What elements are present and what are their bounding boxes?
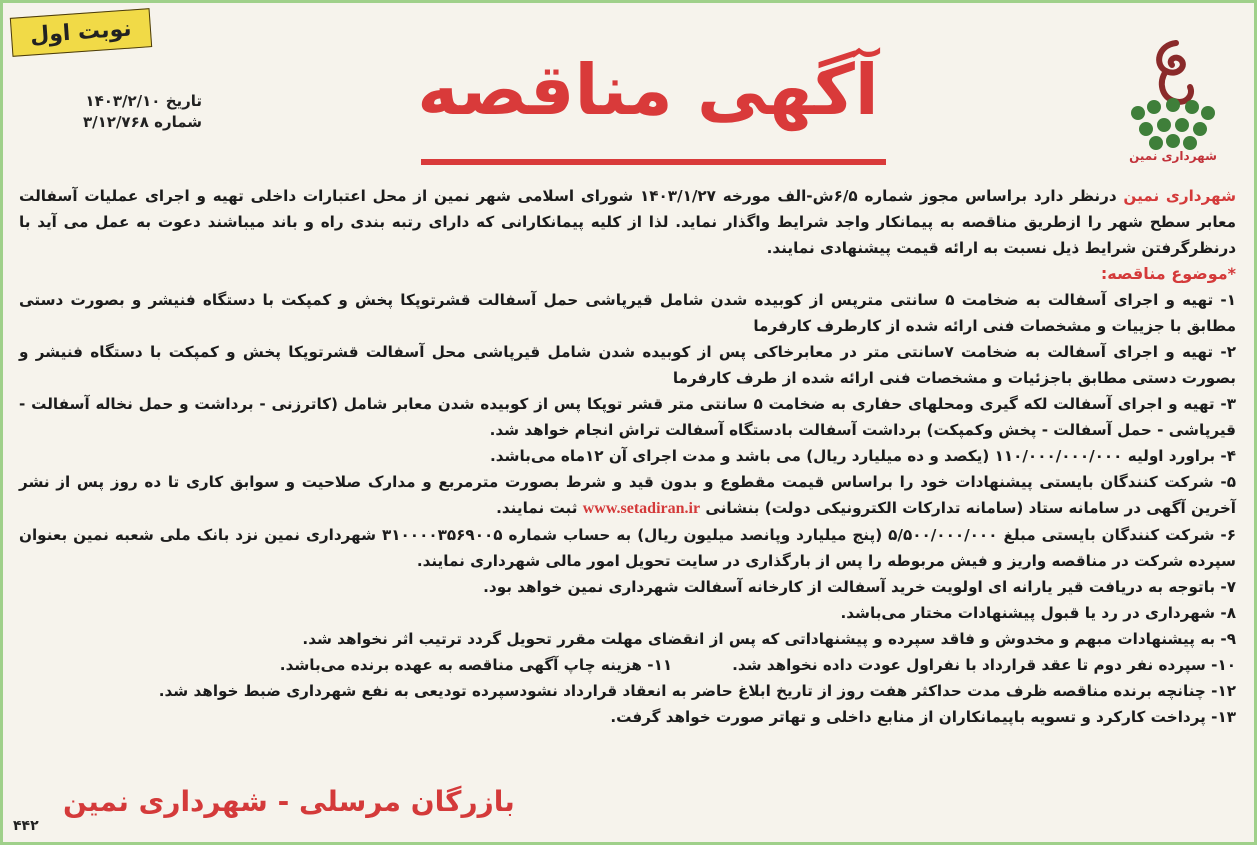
intro-text: درنظر دارد براساس مجوز شماره ۶/۵ش-الف مورخه ۱۴۰۳/۱/۲۷ شورای اسلامی شهر نمین از محل اعتبارات داخلی تهیه و اجرای عملیات آسفالت معابر سطح شهر را ازطریق مناقصه به پیمانکار واجد شرایط واگذار نماید. لذا از کلیه پیمانکارانی که دارای رتبه بندی راه و باند میباشند دعوت به عمل می آید با درنظرگرفتن شرایط ذیل نسبت به ارائه قیمت پیشنهادی نمایند. bbox=[19, 187, 1236, 257]
clause-10: ۱۰- سپرده نفر دوم تا عقد قرارداد با نفراول عودت داده نخواهد شد. bbox=[732, 656, 1236, 674]
clause-5-tail: ثبت نمایند. bbox=[496, 499, 583, 517]
notice-title: آگهی مناقصه bbox=[417, 49, 879, 131]
organization-name: شهرداری نمین bbox=[1123, 187, 1236, 205]
page-number: ۴۴۲ bbox=[13, 818, 39, 834]
clause-1: ۱- تهیه و اجرای آسفالت به ضخامت ۵ سانتی مترپس از کوبیده شدن شامل قیرپاشی حمل آسفالت قشرتوپکا پخش و کمپکت با دستگاه فنیشر و بصورت دستی مطابق با جزییات و مشخصات فنی ارائه شده از کارطرف کارفرما bbox=[19, 291, 1236, 335]
notice-body bbox=[19, 183, 1236, 730]
signature: بازرگان مرسلی - شهرداری نمین bbox=[63, 785, 515, 818]
clause-8: ۸- شهرداری در رد یا قبول پیشنهادات مختار می‌باشد. bbox=[840, 604, 1236, 622]
clause-9: ۹- به پیشنهادات مبهم و مخدوش و فاقد سپرده و پیشنهاداتی که پس از انقضای مهلت مقرر تحویل گردد ترتیب اثر نخواهد شد. bbox=[302, 630, 1236, 648]
title-underline bbox=[421, 159, 886, 165]
logo-caption: شهرداری نمین bbox=[1129, 149, 1217, 163]
date-line: تاریخ ۱۴۰۳/۲/۱۰ bbox=[85, 92, 203, 110]
number-line: شماره ۳/۱۲/۷۶۸ bbox=[83, 113, 203, 131]
subject-heading: *موضوع مناقصه: bbox=[1100, 264, 1236, 283]
first-publication-badge: نوبت اول bbox=[10, 8, 152, 57]
clause-7: ۷- باتوجه به دریافت قیر یارانه ای اولویت خرید آسفالت از کارخانه آسفالت شهرداری نمین خواهد بود. bbox=[483, 578, 1236, 596]
clause-4: ۴- براورد اولیه ۱۱۰/۰۰۰/۰۰۰/۰۰۰ (یکصد و ده میلیارد ریال) می باشد و مدت اجرای آن ۱۲ماه می‌باشد. bbox=[489, 447, 1236, 465]
date-number-block bbox=[83, 91, 202, 133]
clause-3: ۳- تهیه و اجرای آسفالت لکه گیری ومحلهای حفاری به ضخامت ۵ سانتی متر قشر توپکا پس از کوبیده شدن معابر شامل (کاترزنی - برداشت و حمل نخاله آسفالت - قیرپاشی - حمل آسفالت - پخش وکمپکت) برداشت آسفالت بادستگاه آسفالت تراش انجام خواهد شد. bbox=[19, 395, 1236, 439]
clause-13: ۱۳- پرداخت کارکرد و تسویه باپیمانکاران از منابع داخلی و تهاتر صورت خواهد گرفت. bbox=[610, 708, 1236, 726]
clause-6: ۶- شرکت کنندگان بایستی مبلغ ۵/۵۰۰/۰۰۰/۰۰۰ (پنج میلیارد وپانصد میلیون ریال) به حساب شماره ۳۱۰۰۰۰۳۵۶۹۰۰۵ شهرداری نمین نزد بانک ملی شعبه نمین بعنوان سپرده شرکت در مناقصه واریز و فیش مربوطه را پس از بارگذاری در سایت تحویل امور مالی شهرداری نمایند. bbox=[19, 526, 1237, 570]
clause-11: ۱۱- هزینه چاپ آگهی مناقصه به عهده برنده می‌باشد. bbox=[279, 656, 673, 674]
intro-paragraph bbox=[19, 183, 1236, 261]
setad-website-link[interactable]: www.setadiran.ir bbox=[582, 500, 701, 517]
clause-5-text: ۵- شرکت کنندگان بایستی پیشنهادات خود را براساس قیمت مقطوع و بدون قید و شرط بصورت مترمربع و مدارک صلاحیت و سوابق کاری تا ده روز پس از نشر آخرین آگهی در سامانه ستاد (سامانه تدارکات الکترونیکی دولت) بنشانی bbox=[19, 473, 1236, 517]
clause-12: ۱۲- چنانچه برنده مناقصه ظرف مدت حداکثر هفت روز از تاریخ ابلاغ حاضر به انعقاد قرارداد نشودسپرده تودیعی به نفع شهرداری ضبط خواهد شد. bbox=[158, 682, 1236, 700]
clauses-10-11 bbox=[19, 652, 1236, 678]
clause-5 bbox=[19, 469, 1236, 522]
clause-2: ۲- تهیه و اجرای آسفالت به ضخامت ۷سانتی متر در معابرخاکی پس از کوبیده شدن شامل قیرپاشی محل آسفالت قشرتوپکا پخش و کمپکت با دستگاه فنیشر و بصورت دستی مطابق باجزئیات و مشخصات فنی ارائه شده از طرف کارفرما bbox=[19, 343, 1236, 387]
